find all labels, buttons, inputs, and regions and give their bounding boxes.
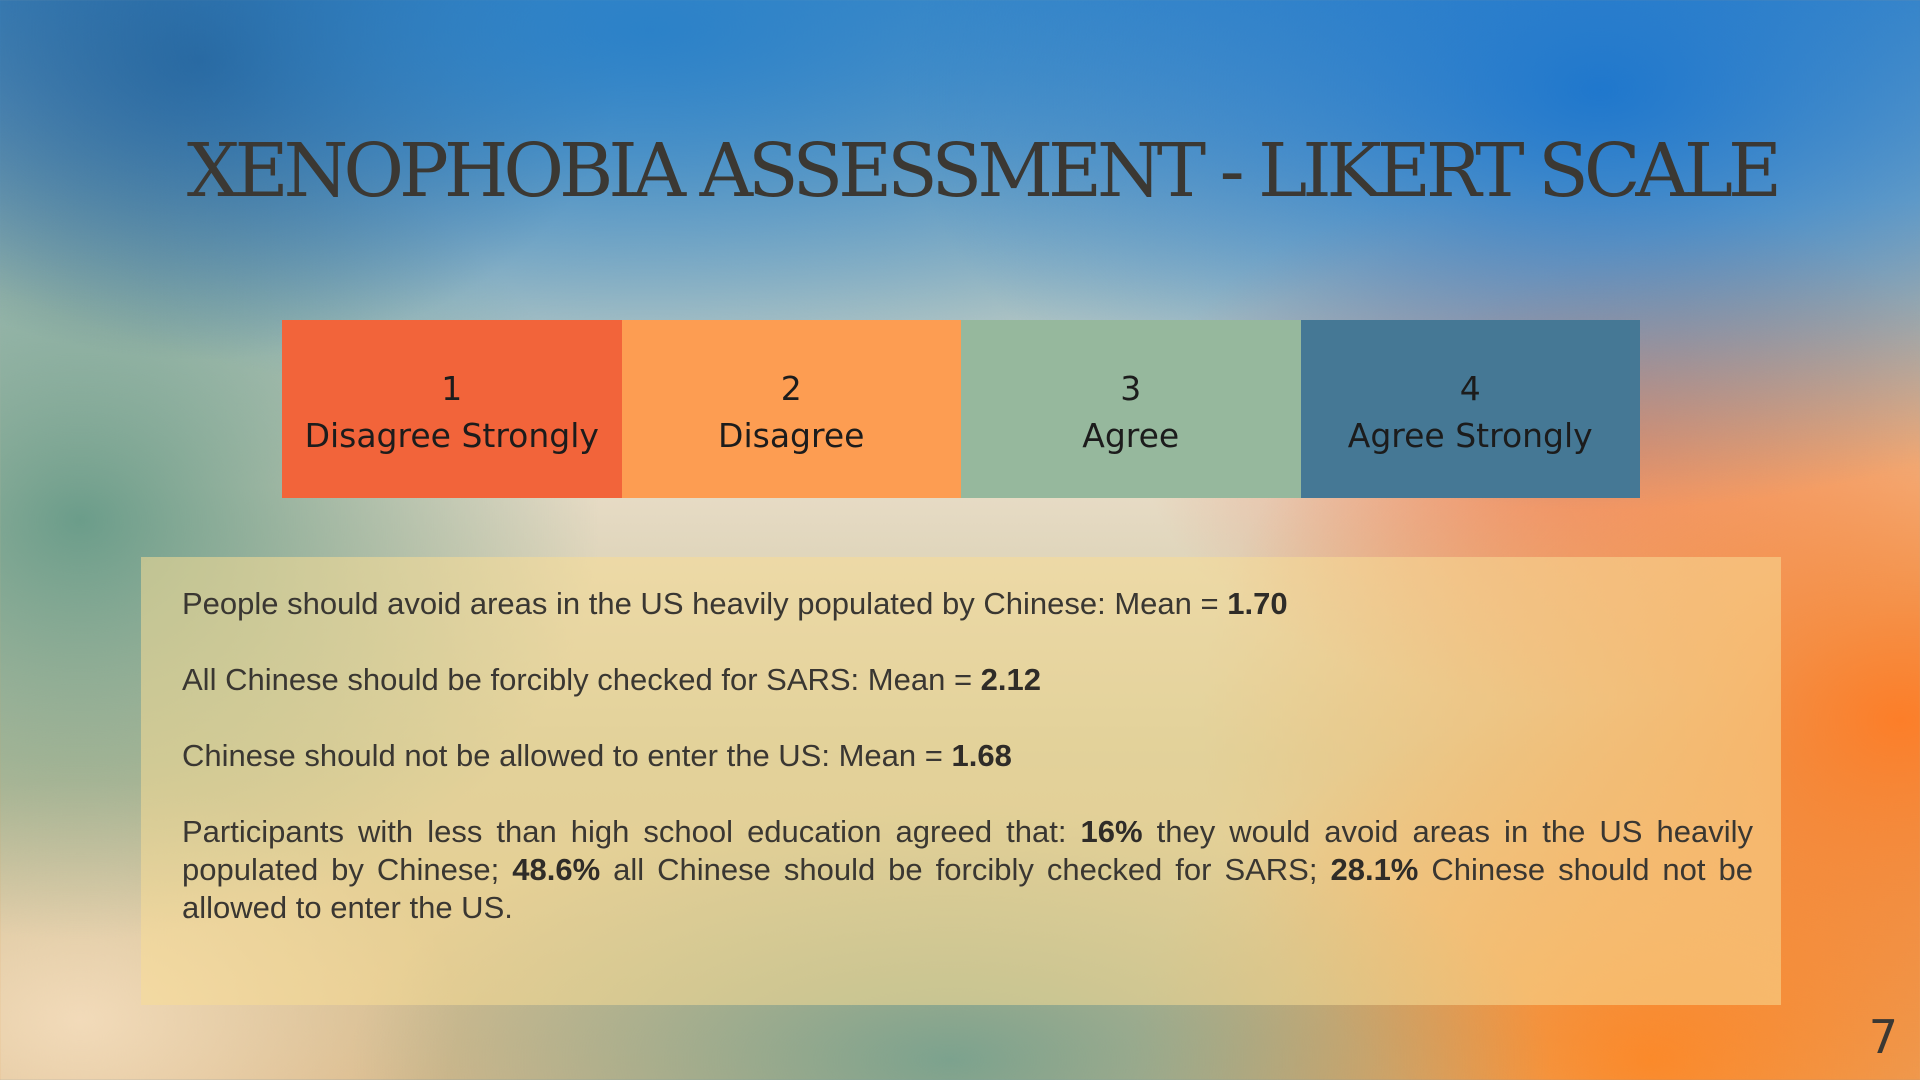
likert-scale [282, 320, 1640, 498]
scale-cell-3 [961, 320, 1301, 498]
scale-label: Agree Strongly [1347, 416, 1593, 455]
education-pct-sars: 48.6% [512, 852, 601, 887]
finding-sars-check [182, 661, 1753, 699]
education-intro: Participants with less than high school education agreed that: [182, 814, 1081, 849]
scale-number: 2 [780, 369, 802, 408]
scale-cell-2 [622, 320, 962, 498]
finding-text: All Chinese should be forcibly checked for SARS: Mean = [182, 662, 981, 697]
finding-text: People should avoid areas in the US heavily populated by Chinese: Mean = [182, 586, 1228, 621]
slide-title: XENOPHOBIA ASSESSMENT - LIKERT SCALE [186, 128, 1778, 214]
education-text-sars: all Chinese should be forcibly checked for SARS; [600, 852, 1331, 887]
scale-label: Agree [1082, 416, 1180, 455]
page-number: 7 [1868, 1010, 1898, 1064]
finding-mean: 2.12 [980, 662, 1042, 697]
education-pct-entry: 28.1% [1330, 852, 1419, 887]
finding-mean: 1.68 [951, 738, 1012, 773]
scale-cell-4 [1301, 320, 1641, 498]
findings-box [141, 557, 1781, 1005]
scale-cell-1 [282, 320, 622, 498]
education-text-avoid: they would avoid areas in the US heavily populated by Chinese; [182, 814, 1753, 887]
scale-label: Disagree [718, 416, 865, 455]
scale-label: Disagree Strongly [304, 416, 599, 455]
scale-number: 1 [441, 369, 463, 408]
finding-entry-ban [182, 737, 1753, 775]
scale-number: 4 [1459, 369, 1481, 408]
scale-number: 3 [1120, 369, 1142, 408]
finding-avoid-areas [182, 585, 1753, 623]
education-pct-avoid: 16% [1080, 814, 1143, 849]
finding-text: Chinese should not be allowed to enter the US: Mean = [182, 738, 952, 773]
finding-mean: 1.70 [1227, 586, 1288, 621]
education-text-entry: Chinese should not be allowed to enter the US. [182, 852, 1753, 925]
finding-education [182, 813, 1753, 927]
